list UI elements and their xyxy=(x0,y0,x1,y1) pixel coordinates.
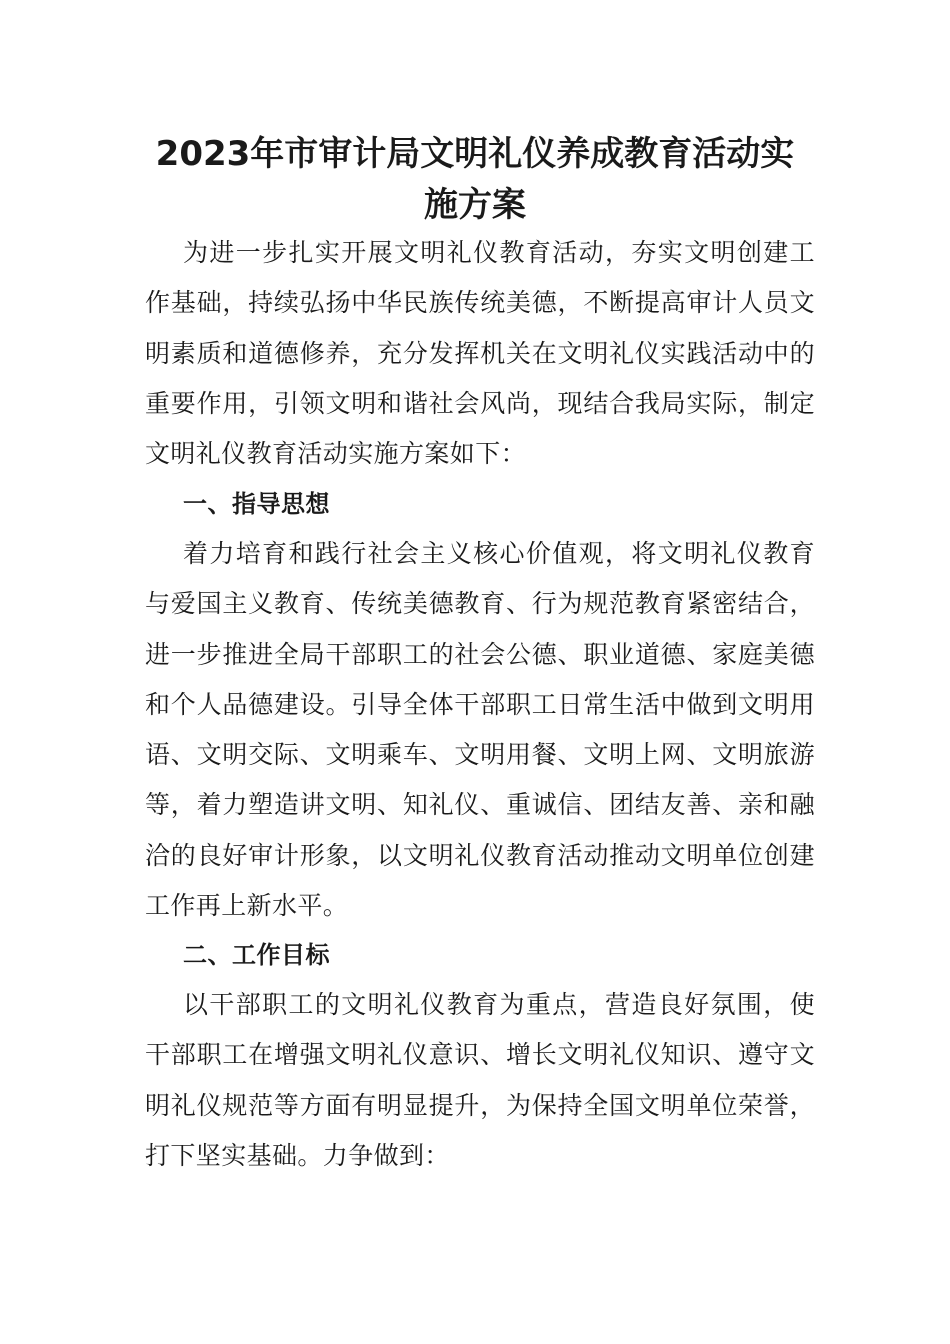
section-heading-work-goals: 二、工作目标 xyxy=(183,941,330,969)
intro-paragraph: 为进一步扎实开展文明礼仪教育活动，夯实文明创建工作基础，持续弘扬中华民族传统美德，不断提高审计人员文明素质和道德修养，充分发挥机关在文明礼仪实践活动中的重要作用，引领文明和谐社会风尚，现结合我局实际，制定文明礼仪教育活动实施方案如下： xyxy=(145,238,815,469)
section-body-guiding-ideology: 着力培育和践行社会主义核心价值观，将文明礼仪教育与爱国主义教育、传统美德教育、行为规范教育紧密结合，进一步推进全局干部职工的社会公德、职业道德、家庭美德和个人品德建设。引导全体干部职工日常生活中做到文明用语、文明交际、文明乘车、文明用餐、文明上网、文明旅游等，着力塑造讲文明、知礼仪、重诚信、团结友善、亲和融洽的良好审计形象，以文明礼仪教育活动推动文明单位创建工作再上新水平。 xyxy=(145,539,815,921)
section-heading-guiding-ideology: 一、指导思想 xyxy=(183,490,330,518)
document-title-line2: 施方案 xyxy=(424,185,526,225)
section-body-work-goals: 以干部职工的文明礼仪教育为重点，营造良好氛围，使干部职工在增强文明礼仪意识、增长文明礼仪知识、遵守文明礼仪规范等方面有明显提升，为保持全国文明单位荣誉，打下坚实基础。力争做到： xyxy=(145,990,815,1170)
document-title-line1: 2023年市审计局文明礼仪养成教育活动实 xyxy=(155,134,795,174)
